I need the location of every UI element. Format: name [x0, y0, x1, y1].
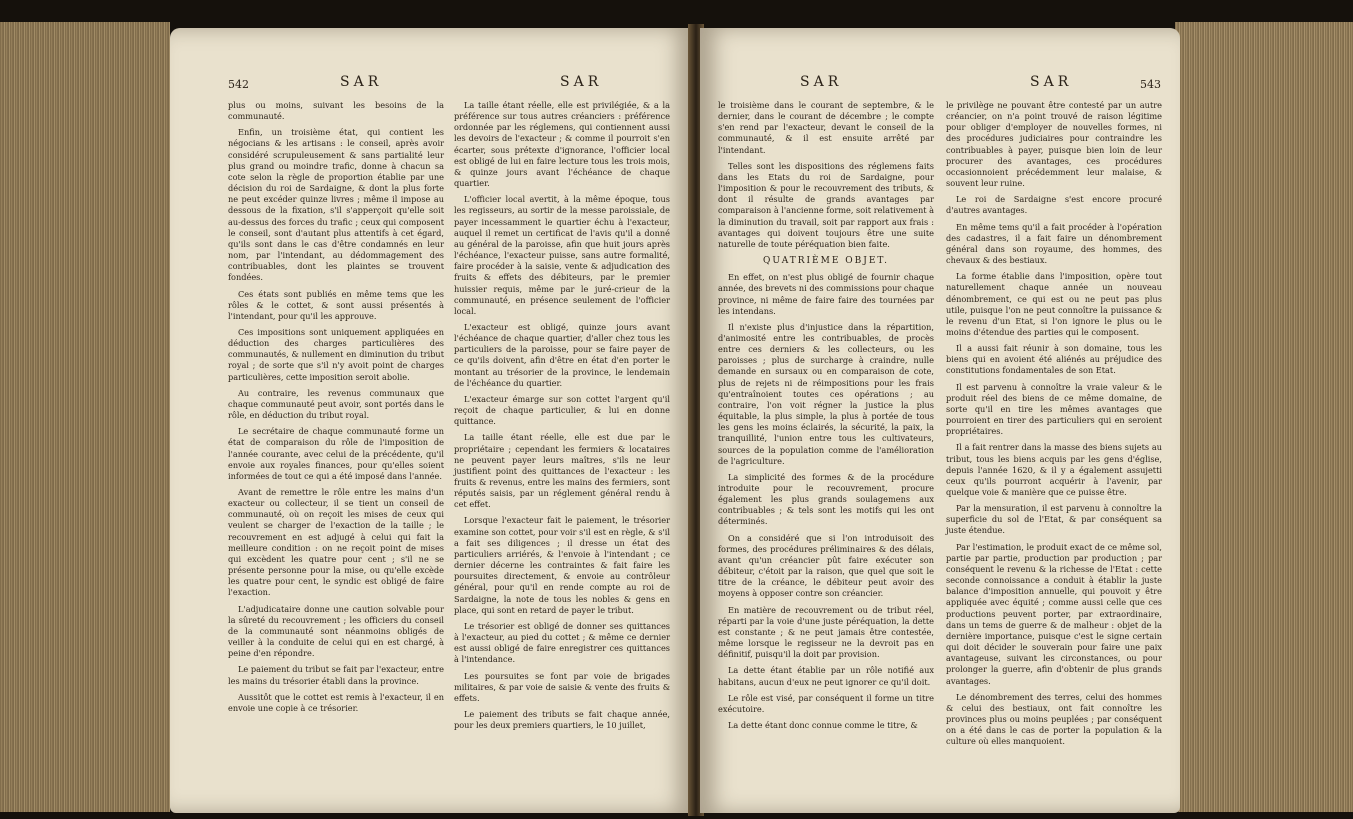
paragraph: La dette étant donc connue comme le titre, &	[728, 719, 918, 730]
paragraph: Il est parvenu à connoître la vraie valeur & le produit réel des biens de ce même domaine, de sorte qu'il en tire les mêmes avantages que pourroient en tirer des particuliers qui en seroient propriétaires.	[946, 381, 1162, 437]
section-heading: QUATRIÈME OBJET.	[763, 256, 889, 267]
left-page-edges	[0, 22, 170, 812]
right-column-1	[718, 100, 934, 736]
paragraph: plus ou moins, suivant les besoins de la communauté.	[228, 100, 444, 122]
right-column-2	[946, 100, 1162, 752]
paragraph: L'officier local avertit, à la même époque, tous les regisseurs, au sortir de la messe paroissiale, de payer incessamment le quartier échu à l'exacteur, auquel il remet un certificat de l'avis qu'il a donné au général de la paroisse, afin que huit jours après l'échéance, l'exacteur puisse, sans autre formalité, faire procéder à la saisie, vente & adjudication des fruits & effets des débiteurs, par le premier huissier requis, même par le juré-crieur de la communauté, en présence seulement de l'officier local.	[454, 194, 670, 316]
paragraph: Le dénombrement des terres, celui des hommes & celui des bestiaux, ont fait connoître les provinces plus ou moins peuplées ; par conséquent on a été dans le cas de porter la population & la culture où elles manquoient.	[946, 691, 1162, 747]
paragraph: Le roi de Sardaigne s'est encore procuré d'autres avantages.	[946, 194, 1162, 216]
paragraph: La forme établie dans l'imposition, opère tout naturellement chaque année un nouveau dénombrement, ce qui est ou ne peut pas plus utile, puisque l'on ne peut connoître la puissance & le revenu d'un Etat, si l'on ignore le plus ou le moins d'étendue des parties qui le composent.	[946, 271, 1162, 337]
paragraph: le troisième dans le courant de septembre, & le dernier, dans le courant de décembre ; le compte s'en rend par l'exacteur, devant le conseil de la communauté, & il est ensuite arrêté par l'intendant.	[718, 100, 934, 155]
right-page-edges	[1175, 22, 1353, 812]
paragraph: On a considéré que si l'on introduisoit des formes, des procédures préliminaires & des délais, avant qu'un créancier pût faire exécuter son débiteur, c'étoit par la raison, que quel que soit le titre de la créance, le débiteur peut avoir des moyens à opposer contre son créancier.	[718, 532, 934, 599]
right-running-head: SAR	[800, 74, 843, 90]
paragraph: Telles sont les dispositions des réglemens faits dans les Etats du roi de Sardaigne, pour l'imposition & pour le recouvrement des tributs, & dont il résulte de grands avantages par comparaison à l'ancienne forme, soit relativement à la diminution du travail, soit par rapport aux frais : avantages qui doivent toujours être une suite naturelle de toute péréquation bien faite.	[718, 160, 934, 249]
paragraph: La simplicité des formes & de la procédure introduite pour le recouvrement, procure également les plus grands soulagemens aux contribuables ; & tels sont les motifs qui les ont déterminés.	[718, 471, 934, 527]
paragraph: Le trésorier est obligé de donner ses quittances à l'exacteur, au pied du cottet ; & même ce dernier est aussi obligé de faire enregistrer ces quittances à l'intendance.	[454, 620, 670, 665]
paragraph: Les poursuites se font par voie de brigades militaires, & par voie de saisie & vente des fruits & effets.	[454, 670, 670, 703]
paragraph: En même tems qu'il a fait procéder à l'opération des cadastres, il a fait faire un dénombrement général dans son royaume, des hommes, des chevaux & des bestiaux.	[946, 221, 1162, 266]
left-page-number: 542	[228, 78, 249, 91]
paragraph: Il a aussi fait réunir à son domaine, tous les biens qui en avoient été aliénés au préjudice des constitutions fondamentales de son Etat.	[946, 343, 1162, 376]
paragraph: Par la mensuration, il est parvenu à connoître la superficie du sol de l'Etat, & par conséquent sa juste étendue.	[946, 503, 1162, 536]
paragraph: Aussitôt que le cottet est remis à l'exacteur, il en envoie une copie à ce trésorier.	[228, 691, 444, 713]
paragraph: Le secrétaire de chaque communauté forme un état de comparaison du rôle de l'imposition de l'année courante, avec celui de la précédente, qu'il envoie aux royales finances, pour qu'elles soient informées de tout ce qui a été imposé dans l'année.	[228, 426, 444, 481]
right-running-head-2: SAR	[1030, 74, 1073, 90]
left-page	[170, 28, 692, 813]
paragraph: Ces impositions sont uniquement appliquées en déduction des charges particulières des communautés, & nullement en diminution du tribut royal ; de sorte que s'il n'y avoit point de charges particulières, cette imposition seroit abolie.	[228, 326, 444, 382]
left-running-head: SAR	[340, 74, 383, 90]
paragraph: La dette étant établie par un rôle notifié aux habitans, aucun d'eux ne peut ignorer ce qu'il doit.	[718, 665, 934, 687]
left-running-head-2: SAR	[560, 74, 603, 90]
paragraph: Le rôle est visé, par conséquent il forme un titre exécutoire.	[718, 692, 934, 714]
paragraph: L'exacteur est obligé, quinze jours avant l'échéance de chaque quartier, d'aller chez tous les particuliers de la paroisse, pour se faire payer de ce qu'ils doivent, afin d'être en état d'en porter le montant au trésorier de la province, le lendemain de l'échéance du quartier.	[454, 321, 670, 388]
left-column-2	[454, 100, 670, 736]
paragraph: En matière de recouvrement ou de tribut réel, réparti par la voie d'une juste péréquation, la dette est constante ; & ne peut jamais être contestée, même lorsque le regisseur ne la devroit pas en définitif, puisqu'il la doit par provision.	[718, 604, 934, 660]
right-page-number: 543	[1140, 78, 1161, 91]
paragraph: La taille étant réelle, elle est privilégiée, & a la préférence sur tous autres créanciers : préférence ordonnée par les réglemens, qui contiennent aussi les devoirs de l'exacteur ; & comme il pourroit s'en écarter, sous prétexte d'ignorance, l'officier local est obligé de lui en faire lecture tous les trois mois, & quinze jours avant l'échéance de chaque quartier.	[454, 100, 670, 189]
paragraph: Il a fait rentrer dans la masse des biens sujets au tribut, tous les biens acquis par les gens d'église, depuis l'année 1620, & il y a également assujetti ceux qu'ils pourront acquérir à l'avenir, par quelque voie & manière que ce puisse être.	[946, 442, 1162, 497]
paragraph: Avant de remettre le rôle entre les mains d'un exacteur ou collecteur, il se tient un conseil de communauté, où on reçoit les mises de ceux qui veulent se charger de l'exaction de la taille ; le recouvrement en est adjugé à celui qui fait la meilleure condition : on ne reçoit point de mises qui excèdent les quatre pour cent ; s'il ne se présente personne pour la mise, ou qu'elle excède les quatre pour cent, le syndic est obligé de faire l'exaction.	[228, 487, 444, 598]
left-column-1	[228, 100, 444, 719]
paragraph: La taille étant réelle, elle est due par le propriétaire ; cependant les fermiers & locataires ne peuvent payer leurs maîtres, s'ils ne leur justifient point des quittances de l'exacteur : les fruits & revenus, entre les mains des fermiers, sont réputés saisis, par un réglement général rendu à cet effet.	[454, 432, 670, 510]
paragraph: Enfin, un troisième état, qui contient les négocians & les artisans : le conseil, après avoir considéré scrupuleusement & sans partialité leur plus grand ou moindre trafic, donne à chacun sa cote selon la règle de proportion établie par une décision du roi de Sardaigne, & dont la plus forte ne peut excéder quinze livres ; même il impose au dessous de la fixation, s'il s'apperçoit qu'elle soit au-dessus des forces du trafic ; ceux qui composent le conseil, sont d'autant plus attentifs à cet égard, qu'ils sont dans le cas d'être condamnés en leur nom, par l'intendant, au dédommagement des contribuables, dont les plaintes se trouvent fondées.	[228, 127, 444, 283]
paragraph: L'exacteur émarge sur son cottet l'argent qu'il reçoit de chaque particulier, & lui en donne quittance.	[454, 393, 670, 427]
paragraph: Le paiement des tributs se fait chaque année, pour les deux premiers quartiers, le 10 juillet,	[454, 708, 670, 731]
paragraph: Le paiement du tribut se fait par l'exacteur, entre les mains du trésorier établi dans la province.	[228, 664, 444, 686]
paragraph: Il n'existe plus d'injustice dans la répartition, d'animosité entre les contribuables, de procès entre ces derniers & les collecteurs, ou les paroisses ; plus de surcharge à craindre, nulle demande en sursaux ou en comparaison de cote, plus de rejets ni de réimpositions pour les frais qu'entraînoient toutes ces opérations ; au contraire, l'on voit régner la justice la plus équitable, la plus simple, la plus à portée de tous les gens les moins éclairés, la sécurité, la paix, la tranquillité, l'union entre tous les cultivateurs, sources de la population comme de l'amélioration de l'agriculture.	[718, 321, 934, 466]
paragraph: Au contraire, les revenus communaux que chaque communauté peut avoir, sont portés dans le rôle, en déduction du tribut royal.	[228, 387, 444, 421]
paragraph: En effet, on n'est plus obligé de fournir chaque année, des brevets ni des commissions pour chaque province, ni même de faire faire des tournées par les intendans.	[718, 272, 934, 316]
paragraph: le privilège ne pouvant être contesté par un autre créancier, on n'a point trouvé de raison légitime pour obliger d'employer de nouvelles formes, ni des procédures judiciaires pour contraindre les contribuables à payer, puisque bien loin de leur procurer des avantages, ces procédures occasionnoient précédemment leur malaise, & souvent leur ruine.	[946, 100, 1162, 189]
paragraph: L'adjudicataire donne une caution solvable pour la sûreté du recouvrement ; les officiers du conseil de la communauté sont néanmoins obligés de veiller à la conduite de celui qui en est chargé, à peine d'en répondre.	[228, 603, 444, 659]
paragraph: Ces états sont publiés en même tems que les rôles & le cottet, & sont aussi présentés à l'intendant, pour qu'il les approuve.	[228, 288, 444, 321]
paragraph: Lorsque l'exacteur fait le paiement, le trésorier examine son cottet, pour voir s'il est en règle, & s'il a fait ses diligences ; il dresse un état des particuliers arriérés, & l'envoie à l'intendant ; ce dernier décerne les contraintes & fait faire les poursuites directement, & envoie au contrôleur général, pour qu'il en rende compte au roi de Sardaigne, la note de tous les nobles & gens en place, qui sont en retard de payer le tribut.	[454, 515, 670, 615]
right-page	[700, 28, 1180, 813]
paragraph: Par l'estimation, le produit exact de ce même sol, partie par partie, production par production ; par conséquent le revenu & la richesse de l'Etat : cette seconde connoissance a conduit à établir la juste balance d'imposition annuelle, qui pouvoit y être appliquée avec équité ; comme aussi celle que ces productions peuvent porter, par extraordinaire, dans un tems de guerre & de malheur : objet de la dernière importance, puisque c'est le signe certain qui doit décider le souverain pour faire une paix avantageuse, suivant les circonstances, ou pour prolonger la guerre, afin d'obtenir de plus grands avantages.	[946, 541, 1162, 686]
